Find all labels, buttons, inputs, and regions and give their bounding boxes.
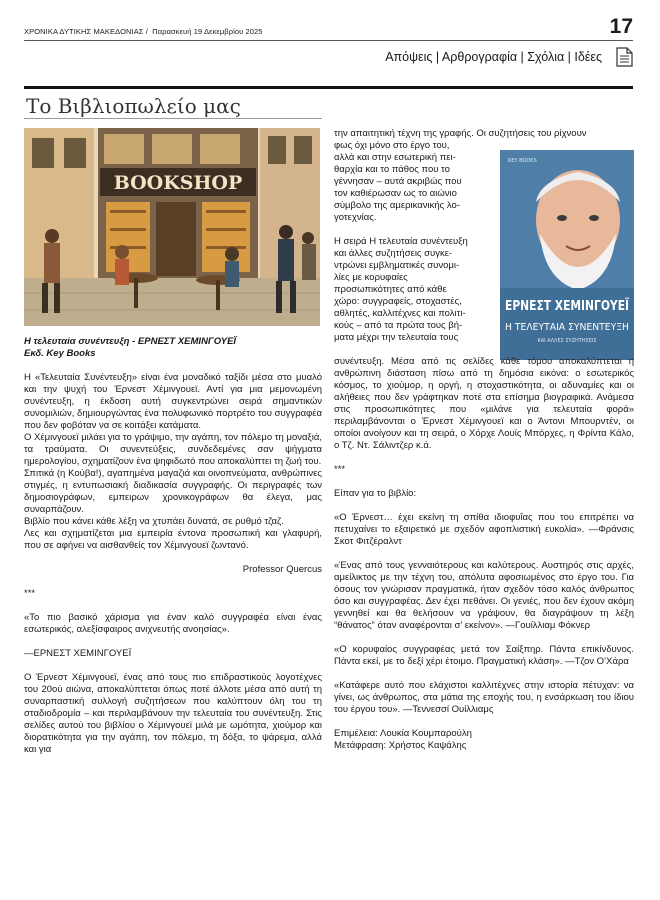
separator: *** <box>24 588 36 599</box>
review-quote: «Ένας από τους γενναιότερους και καλύτερους. Αυστηρός στις αρχές, αμείλικτος με την τέχνη του, απόλυτα αφοσιωμένος στο έργο του. Για όσους τον γνώρισαν πραγματικά, ήταν σχεδόν τόσο καλός άνθρωπος όσο και συγγραφέας. Δεν έχει πεθάνει. Οι γενιές, που δεν έχουν ακόμη γεννηθεί και θα θελήσουν να γράψουν, θα διαγράψουν τη λέξη “θάνατος” όταν αναφέρονται σ’ εκείνον». —Γουίλλιαμ Φόκνερ <box>334 560 634 631</box>
series-line: λίες με κορυφαίες <box>334 272 408 283</box>
body-paragraph: Ο Χέμινγουεϊ μιλάει για το γράψιμο, την αγάπη, τον πόλεμο τη μοναξιά, τα τραύματα. Οι συνεντεύξεις, συνδεδεμένες σαν ψήγματα ημερολογίου, σχηματίζουν ένα ψηφιδωτό που αποκαλύπτει τη ζωή του. <box>24 432 322 467</box>
review-quote: «Ο Έρνεστ… έχει εκείνη τη σπίθα ιδιοφυΐας που του επιτρέπει να πετυχαίνει το εξαιρετικό με σχεδόν αφοπλιστική ευκολία». —Φράνσις Σκοτ Φιτζέραλντ <box>334 512 634 547</box>
series-line: ματα μέχρι την τελευταία τους <box>334 332 459 343</box>
hemingway-quote: «Το πιο βασικό χάρισμα για έναν καλό συγγραφέα είναι ένας εσωτερικός, αλεξίσφαιρος ανιχνευτής ανοησίας». <box>24 612 322 635</box>
right-first-line: την απαιτητική τέχνη της γραφής. Οι συζητήσεις του ρίχνουν <box>334 128 587 139</box>
wrap-line: τον καθιέρωσαν ως το αιώνιο <box>334 188 457 199</box>
page-number: 17 <box>609 15 633 38</box>
caption-publisher: Εκδ. Key Books <box>24 348 96 359</box>
right-top-line <box>334 128 634 140</box>
cover-subtitle: ΚΑΙ ΑΛΛΕΣ ΣΥΖΗΤΗΣΕΙΣ <box>537 338 597 344</box>
book-cover <box>500 150 656 360</box>
shop-sign-text: BOOKSHOP <box>113 172 243 194</box>
series-line: κούς – από τα πρώτα τους βή- <box>334 320 463 331</box>
body-paragraph: Λες και σχηματίζεται μια εμπειρία έντονα προσωπική και γλαφυρή, που σε αφήνει να αισθανθείς τον Χέμινγουεϊ ζωντανό. <box>24 528 322 551</box>
wrap-line: σύμβολο της αμερικανικής λο- <box>334 200 460 211</box>
document-icon <box>616 47 633 67</box>
body-paragraph: Βιβλίο που κάνει κάθε λέξη να χτυπάει δυνατά, σε ρυθμό τζαζ. <box>24 516 284 527</box>
left-column-top <box>24 336 322 756</box>
body-paragraph: Σπιτικά (η Κούβα!), αγαπημένα μαγαζιά και οινοπνεύματα, ανθρώπινες στιγμές, η εντυπωσιακή διαδικασία συγγραφής. Οι περιγραφές των δημοσιογράφων, εμπειρων χρονικογράφων θα έλεγα, μας συναρπάζουν. <box>24 468 322 515</box>
section-title: Απόψεις | Αρθρογραφία | Σχόλια | Ιδέες <box>385 50 602 64</box>
right-wrap-column <box>334 140 494 344</box>
translator-credit: Μετάφραση: Χρήστος Καψάλης <box>334 740 467 751</box>
section-rule <box>24 86 633 89</box>
quote-author: —ΕΡΝΕΣΤ ΧΕΜΙΝΓΟΥΕΪ <box>24 648 132 659</box>
wrap-line: θαρχία και το πάθος που το <box>334 164 450 175</box>
series-line: αθλητές, καλλιτέχνες και πολιτι- <box>334 308 466 319</box>
signature: Professor Quercus <box>242 564 322 575</box>
bottom-paragraph: Ο Έρνεστ Χέμινγουεϊ, ένας από τους πιο επιδραστικούς λογοτέχνες του 20ού αιώνα, αποκαλύπτεται όπως ποτέ άλλοτε μέσα από αυτή τη συναρπαστική συλλογή συζητήσεων που καλύπτουν όλη του τη σταδιοδρομία – και περιλαμβάνουν την τελευταία του συνέντευξη. Στις σελίδες αυτού του βιβλίου ο Χέμινγουεϊ μιλά με ωμότητα, χιούμορ και διορατικότητα για την αγάπη, τον πόλεμο, τη δόξα, το ψάρεμα, αλλά και για <box>24 672 322 755</box>
article-title: Το Βιβλιοπωλείο μας <box>26 94 241 118</box>
wrap-line: γέννησαν – αυτά ακριβώς που <box>334 176 462 187</box>
cover-title: Η ΤΕΛΕΥΤΑΙΑ ΣΥΝΕΝΤΕΥΞΗ <box>505 322 629 333</box>
series-line: χώρο: συγγραφείς, στοχαστές, <box>334 296 462 307</box>
series-line: Η σειρά Η τελευταία συνέντευξη <box>334 236 468 247</box>
review-quote: «Ο κορυφαίος συγγραφέας μετά τον Σαίξπηρ. Πάντα επικίνδυνος. Πάντα εκεί, με το δεξί χέρι έτοιμο. Πραγματική κλάση». —Τζον Ο’Χάρα <box>334 644 634 667</box>
separator: *** <box>334 464 346 475</box>
cover-publisher: KEY BOOKS <box>508 158 537 164</box>
intro-paragraph: Η «Τελευταία Συνέντευξη» είναι ένα μοναδικό ταξίδι μέσα στο μυαλό και την ψυχή του Έρνεστ Χέμινγουεϊ. Αντί για μια μεμονωμένη συνέντευξη, η έκδοση αυτή συγκεντρώνει σειρά σημαντικών συνομιλιών, δημιουργώντας ένα πολυφωνικό πορτρέτο του συγγραφέα που δεν φοβόταν να σε κοιτάξει κατάματα. <box>24 372 322 431</box>
wrap-line: αλλά και στην εσωτερική πει- <box>334 152 456 163</box>
series-line: ντρώνει εμβληματικές συνομι- <box>334 260 460 271</box>
cover-author: ΕΡΝΕΣΤ ΧΕΜΙΝΓΟΥΕΪ <box>505 299 656 314</box>
editor-credit: Επιμέλεια: Λουκία Κουμπαρούλη <box>334 728 472 739</box>
review-quote: «Κατάφερε αυτό που ελάχιστοι καλλιτέχνες στην ιστορία πέτυχαν: να γίνει, ως άνθρωπος, στα μάτια της εποχής του, η ενσάρκωση του ίδιου του έργου του». —Τεννεσσί Ουίλλιαμς <box>334 680 634 715</box>
bookshop-illustration <box>24 128 320 326</box>
caption-title: Η τελευταία συνέντευξη - ΕΡΝΕΣΤ ΧΕΜΙΝΓΟΥΕΪ <box>24 336 237 347</box>
series-line: και άλλες συζητήσεις συγκε- <box>334 248 453 259</box>
header-paper-date: ΧΡΟΝΙΚΑ ΔΥΤΙΚΗΣ ΜΑΚΕΔΟΝΙΑΣ / Παρασκευή 19 Δεκεμβρίου 2025 <box>24 27 263 36</box>
title-rule <box>24 118 322 119</box>
right-column-bottom <box>334 356 634 752</box>
said-header: Είπαν για το βιβλίο: <box>334 488 417 499</box>
wrap-line: φως όχι μόνο στο έργο του, <box>334 140 450 151</box>
series-line: προσωπικότητες από κάθε <box>334 284 447 295</box>
series-paragraph: συνέντευξη. Μέσα από τις σελίδες κάθε τόμου αποκαλύπτεται η ανθρώπινη διάσταση πίσω από τη δημόσια εικόνα: ο εσωτερικός κόσμος, το χιούμορ, η οργή, η στοχαστικότητα, οι αδυναμίες και οι αλήθειες που δεν γράφτηκαν ποτέ στα επίσημα βιογραφικά. Ανάμεσα στις προσωπικότητες που «μιλάνε για τελευταία φορά» περιλαμβάνονται ο Έρνεστ Χέμινγουεϊ και ο Άντονι Μπουρντέν, οι οποίοι ανοίγουν και τη σειρά, ο Χόρχε Λουίς Μπόρχες, η Φρίντα Κάλο, ο Τζ. Ντ. Σάλιντζερ κ.ά. <box>334 356 634 451</box>
header-rule <box>24 40 633 41</box>
wrap-line: γοτεχνίας. <box>334 212 377 223</box>
